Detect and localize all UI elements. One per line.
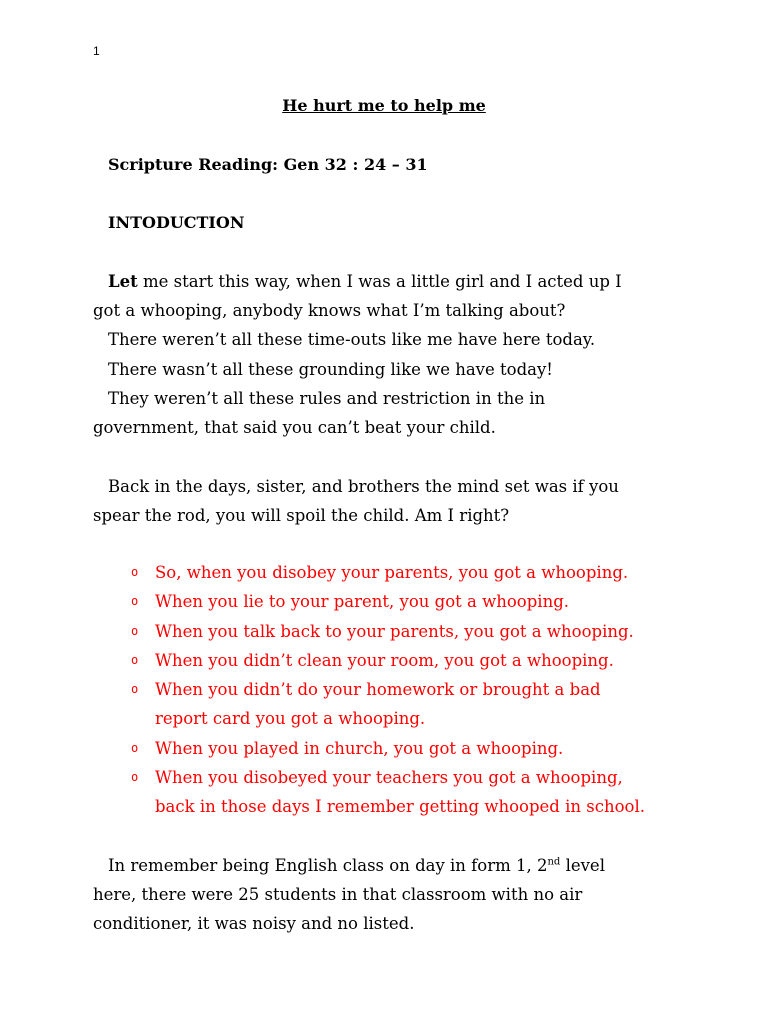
- scripture-reading: Scripture Reading: Gen 32 : 24 – 31: [108, 155, 428, 174]
- list-item: [0, 734, 645, 763]
- bullet-text: When you didn’t do your homework or brought a bad: [155, 680, 601, 700]
- list-item: [0, 587, 645, 616]
- intro-line-1: [93, 267, 683, 296]
- bullet-marker: o: [131, 594, 139, 609]
- bullet-marker: o: [131, 623, 139, 638]
- intro-paragraph: [93, 267, 683, 442]
- bullet-marker: o: [131, 652, 139, 667]
- bullet-text: When you disobeyed your teachers you got a whooping,: [155, 768, 623, 788]
- list-item: [0, 675, 645, 734]
- bullet-text: When you played in church, you got a whooping.: [155, 738, 564, 758]
- intro-line-5-text: They weren’t all these rules and restriction in the in: [108, 388, 546, 408]
- intro-line-3: [93, 325, 683, 354]
- whooping-bullet-list: [0, 558, 645, 822]
- bullet-text: When you talk back to your parents, you got a whooping.: [155, 621, 634, 641]
- bullet-text-continued: report card you got a whooping.: [155, 709, 426, 729]
- list-item: [0, 646, 645, 675]
- intro-line-4-text: There wasn’t all these grounding like we have today!: [108, 359, 553, 379]
- remember-line-2: here, there were 25 students in that classroom with no air: [93, 885, 583, 905]
- intro-line-6: government, that said you can’t beat your child.: [93, 418, 496, 438]
- list-item: [0, 558, 645, 587]
- remember-line-1: [93, 851, 683, 880]
- intro-line-2: got a whooping, anybody knows what I’m talking about?: [93, 301, 566, 321]
- list-item: [0, 763, 645, 822]
- bullet-text: So, when you disobey your parents, you got a whooping.: [155, 563, 629, 582]
- bullet-marker: o: [131, 770, 139, 785]
- back-line-2: spear the rod, you will spoil the child. Am I right?: [93, 506, 510, 526]
- bullet-text: When you lie to your parent, you got a whooping.: [155, 592, 570, 612]
- bullet-text: When you didn’t clean your room, you got a whooping.: [155, 650, 614, 670]
- bullet-marker: o: [131, 740, 139, 755]
- back-line-1-text: Back in the days, sister, and brothers the mind set was if you: [108, 477, 619, 496]
- intro-line-1-text: me start this way, when I was a little girl and I acted up I: [137, 272, 622, 291]
- document-title: He hurt me to help me: [282, 96, 486, 115]
- remember-line-1-end: level: [560, 856, 605, 875]
- remember-line-3: conditioner, it was noisy and no listed.: [93, 914, 415, 934]
- bullet-marker: o: [131, 565, 139, 579]
- remember-paragraph: [93, 851, 683, 939]
- back-line-1: [93, 472, 683, 501]
- intro-bold-word: Let: [108, 272, 138, 291]
- page-number: 1: [93, 44, 100, 58]
- bullet-text-continued: back in those days I remember getting whooped in school.: [155, 797, 645, 817]
- intro-line-5: [93, 384, 683, 413]
- bullet-marker: o: [131, 682, 139, 697]
- list-item: [0, 617, 645, 646]
- intro-line-4: [93, 355, 683, 384]
- intro-line-3-text: There weren’t all these time-outs like me have here today.: [108, 330, 596, 350]
- remember-line-1-text: In remember being English class on day in form 1, 2: [108, 856, 548, 875]
- ordinal-superscript: nd: [547, 856, 561, 868]
- section-heading: INTODUCTION: [108, 213, 245, 232]
- back-in-days-paragraph: [93, 472, 683, 530]
